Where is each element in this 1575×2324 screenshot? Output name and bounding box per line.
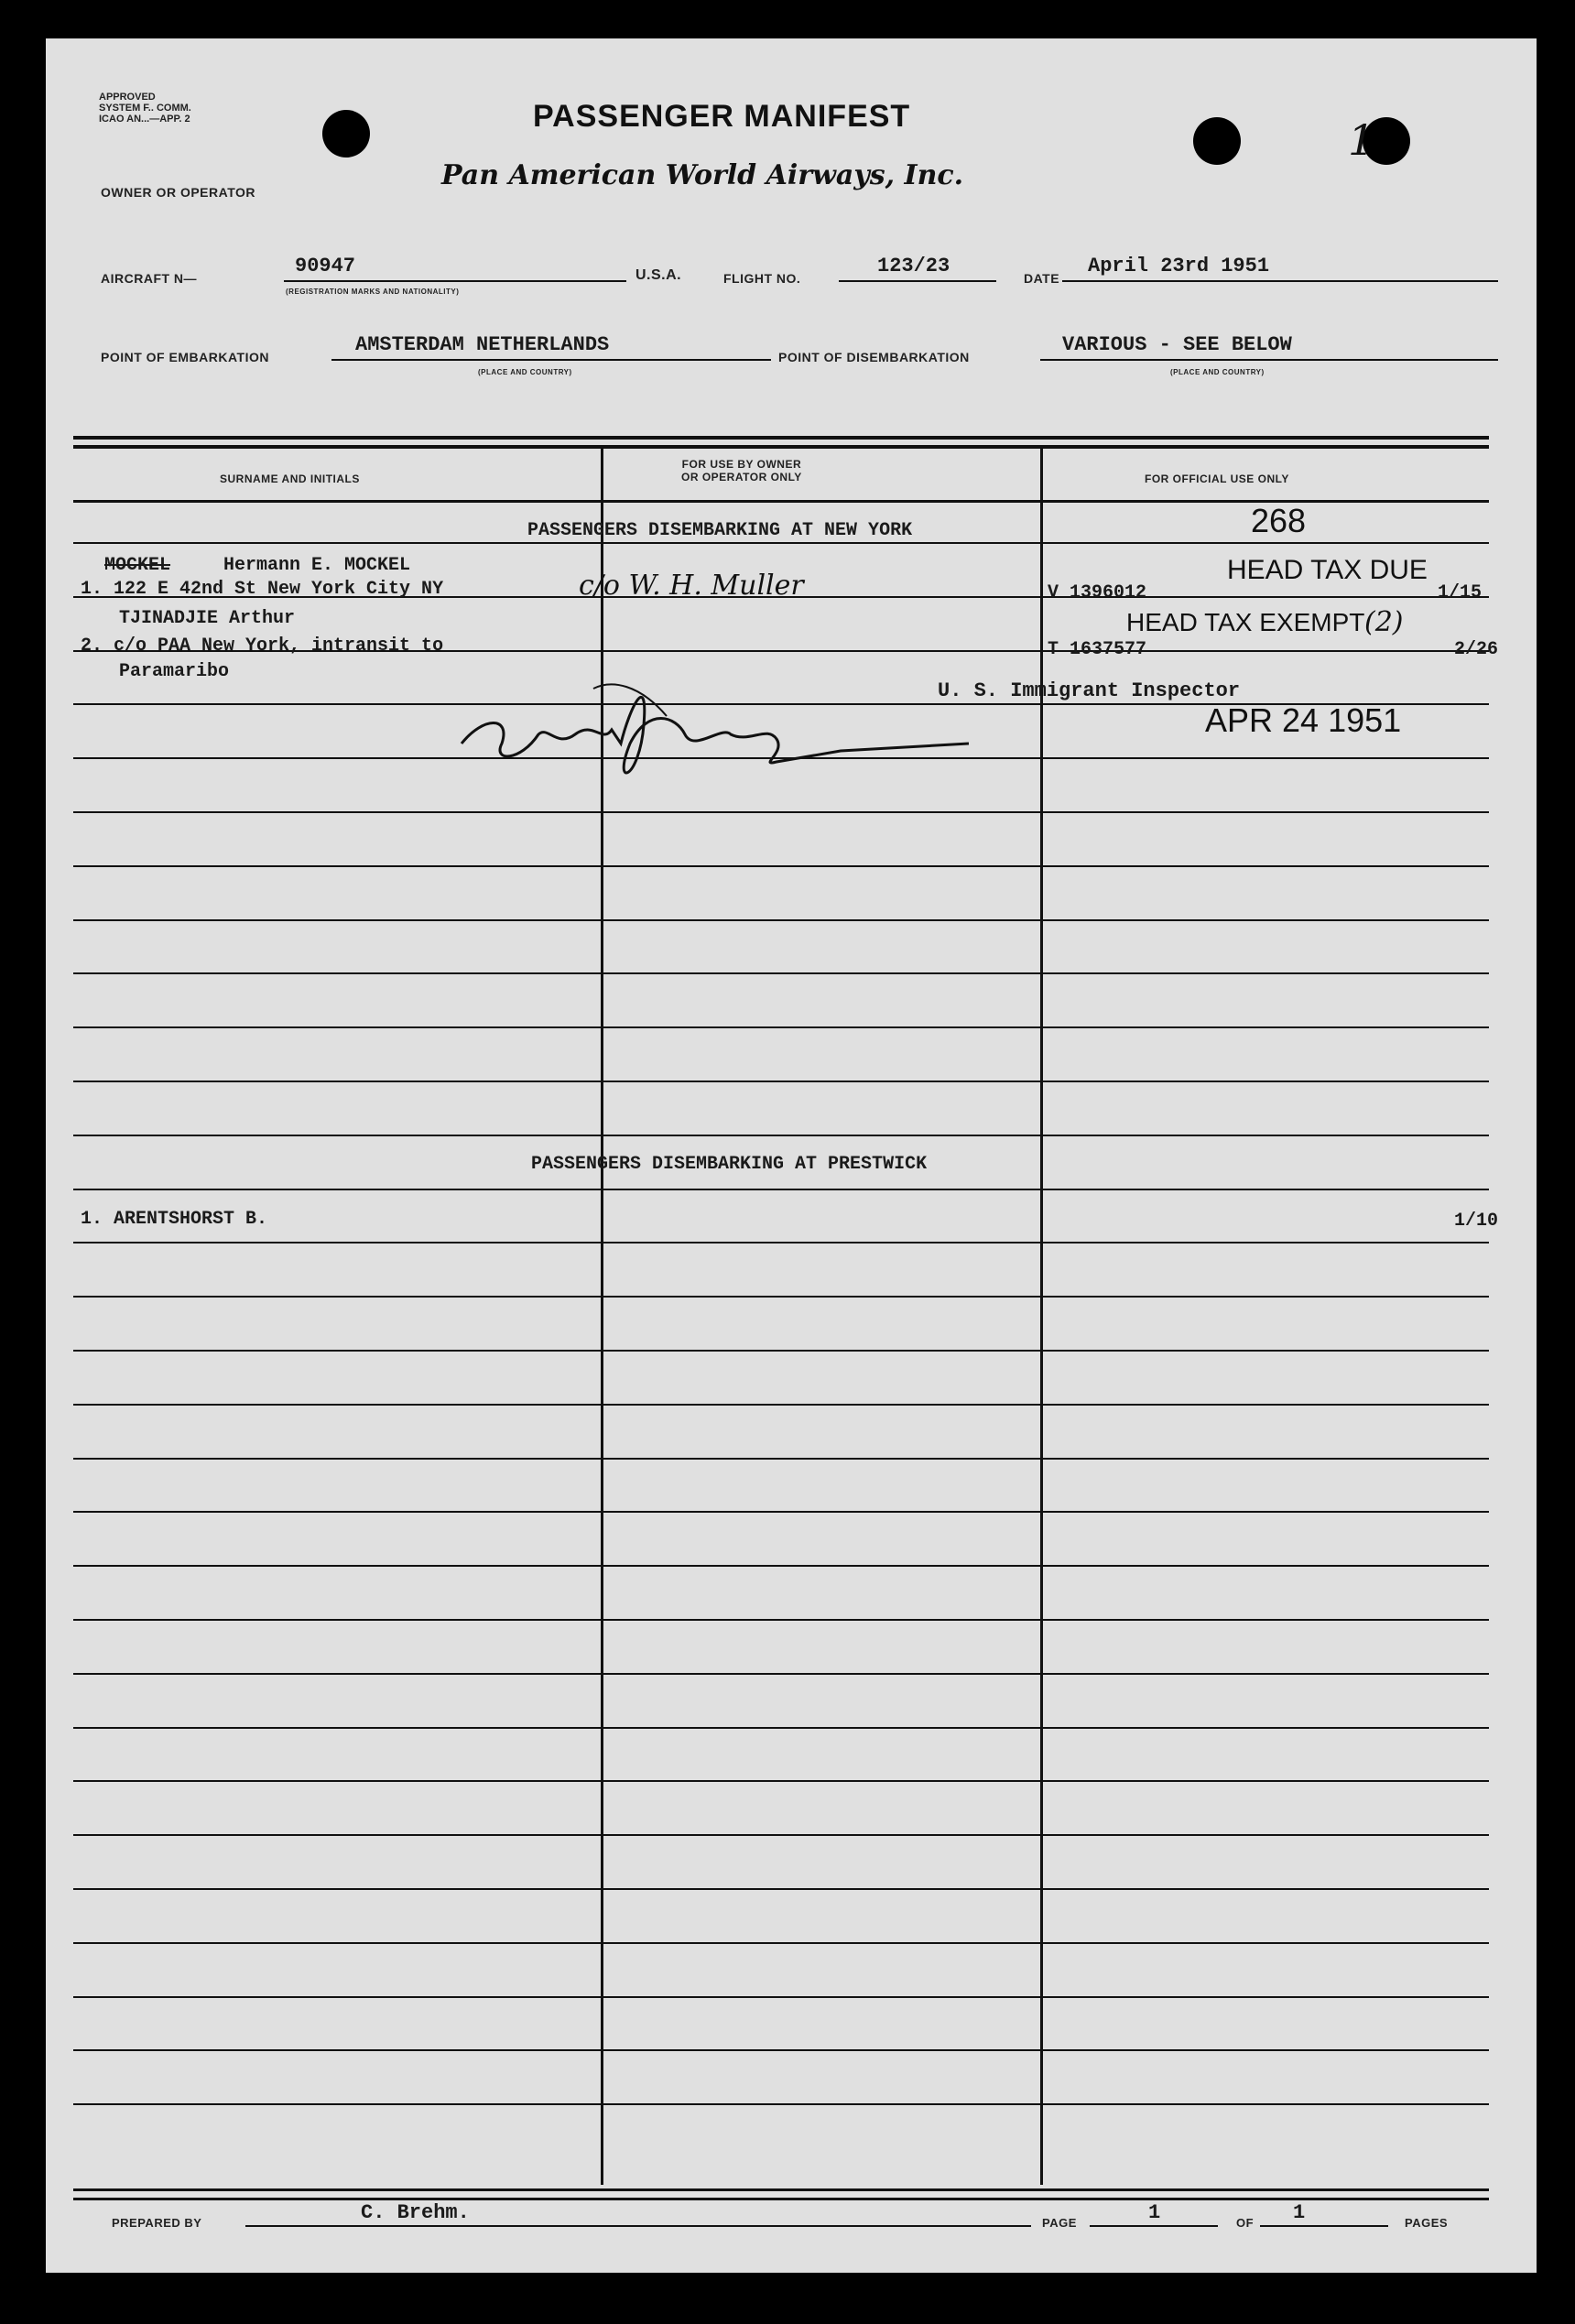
manifest-sheet	[46, 38, 1537, 2273]
p1-head-tax-stamp: HEAD TAX DUE	[1227, 555, 1428, 585]
ruled-line	[73, 1189, 1489, 1190]
ruled-line	[73, 1834, 1489, 1836]
inspector-title: U. S. Immigrant Inspector	[938, 679, 1241, 702]
ruled-line	[73, 1780, 1489, 1782]
p2-address-line2: Paramaribo	[119, 661, 230, 682]
approval-line-1: APPROVED	[99, 92, 156, 103]
owner-label: OWNER OR OPERATOR	[101, 185, 255, 200]
nationality: U.S.A.	[635, 267, 682, 283]
embarkation-value: AMSTERDAM NETHERLANDS	[355, 333, 610, 356]
disembarkation-underline	[1040, 359, 1498, 361]
aircraft-label: AIRCRAFT N—	[101, 271, 198, 286]
col-header-owner	[681, 458, 802, 483]
aircraft-underline	[284, 280, 626, 282]
ruled-line	[73, 1296, 1489, 1298]
page-title: PASSENGER MANIFEST	[533, 99, 911, 134]
ruled-line	[73, 1673, 1489, 1675]
flight-date: April 23rd 1951	[1088, 255, 1270, 277]
prestwick-p1-code: 1/10	[1454, 1211, 1499, 1232]
approval-line-3: ICAO AN...—APP. 2	[99, 114, 190, 125]
col-header-surname: SURNAME AND INITIALS	[220, 472, 360, 485]
page-label: PAGE	[1042, 2216, 1077, 2230]
date-label: DATE	[1024, 271, 1060, 286]
ruled-line	[73, 1350, 1489, 1352]
p1-visa: V 1396012	[1048, 582, 1147, 603]
flight-number: 123/23	[877, 255, 950, 277]
aircraft-number: 90947	[295, 255, 356, 277]
p2-visa: T 1637577	[1048, 639, 1147, 660]
punch-hole-center	[1193, 117, 1241, 165]
disembarkation-label: POINT OF DISEMBARKATION	[778, 350, 970, 364]
inspector-signature	[456, 679, 969, 789]
prestwick-p1: 1. ARENTSHORST B.	[81, 1209, 268, 1230]
footer-rule-2	[73, 2198, 1489, 2200]
ruled-line	[73, 2103, 1489, 2105]
prepared-underline	[245, 2225, 1031, 2227]
of-label: OF	[1236, 2216, 1255, 2230]
col-header-owner-line1: FOR USE BY OWNER	[681, 458, 802, 471]
ruled-line	[73, 1942, 1489, 1944]
disembarkation-value: VARIOUS - SEE BELOW	[1062, 333, 1292, 356]
col-header-official: FOR OFFICIAL USE ONLY	[1145, 472, 1289, 485]
p2-name: TJINADJIE Arthur	[119, 608, 296, 629]
approval-block	[99, 92, 191, 125]
p1-address: 1. 122 E 42nd St New York City NY	[81, 579, 444, 600]
ruled-line	[73, 1458, 1489, 1460]
col-header-owner-line2: OR OPERATOR ONLY	[681, 471, 802, 483]
embarkation-caption: (PLACE AND COUNTRY)	[478, 368, 572, 376]
approval-line-2: SYSTEM F.. COMM.	[99, 103, 191, 114]
p2-address: 2. c/o PAA New York, intransit to	[81, 635, 444, 657]
column-divider-2	[1040, 447, 1043, 2185]
pages-total: 1	[1293, 2201, 1306, 2224]
section-heading-new-york: PASSENGERS DISEMBARKING AT NEW YORK	[527, 520, 913, 541]
footer-rule-1	[73, 2188, 1489, 2191]
p1-care-of: c/o W. H. Muller	[579, 570, 804, 602]
ruled-line	[73, 2049, 1489, 2051]
p2-stamp-note: (2)	[1364, 606, 1404, 638]
ruled-line	[73, 972, 1489, 974]
pages-label: PAGES	[1405, 2216, 1449, 2230]
p2-head-tax-stamp: HEAD TAX EXEMPT	[1126, 608, 1365, 636]
p1-struck-name: MOCKEL	[104, 555, 171, 576]
section-heading-prestwick: PASSENGERS DISEMBARKING AT PRESTWICK	[531, 1154, 928, 1175]
ruled-line	[73, 811, 1489, 813]
inspector-date-stamp: APR 24 1951	[1205, 701, 1402, 739]
flight-underline	[839, 280, 996, 282]
embarkation-label: POINT OF EMBARKATION	[101, 350, 269, 364]
embarkation-underline	[331, 359, 771, 361]
punch-hole-left	[322, 110, 370, 157]
ruled-line	[73, 1888, 1489, 1890]
ruled-line	[73, 865, 1489, 867]
ruled-line	[73, 1135, 1489, 1136]
p1-name: Hermann E. MOCKEL	[223, 555, 411, 576]
date-underline	[1062, 280, 1498, 282]
ruled-line	[73, 1242, 1489, 1243]
registration-caption: (REGISTRATION MARKS AND NATIONALITY)	[286, 288, 460, 296]
ruled-line	[73, 1511, 1489, 1513]
pages-underline	[1260, 2225, 1388, 2227]
p1-code: 1/15	[1438, 582, 1483, 603]
corner-mark: 1	[1348, 115, 1375, 165]
ruled-line	[73, 919, 1489, 921]
ruled-line	[73, 542, 1489, 544]
ruled-line	[73, 1565, 1489, 1567]
disembarkation-caption: (PLACE AND COUNTRY)	[1170, 368, 1265, 376]
ruled-line	[73, 1081, 1489, 1082]
count-stamp: 268	[1251, 502, 1307, 539]
owner-name: Pan American World Airways, Inc.	[441, 159, 964, 191]
page-number: 1	[1148, 2201, 1161, 2224]
ruled-line	[73, 1026, 1489, 1028]
flight-label: FLIGHT NO.	[723, 271, 801, 286]
ruled-line	[73, 1727, 1489, 1729]
prepared-label: PREPARED BY	[112, 2216, 202, 2230]
ruled-line	[73, 1619, 1489, 1621]
ruled-line	[73, 1996, 1489, 1998]
table-top-rule-2	[73, 445, 1489, 449]
p2-code: 2/26	[1454, 639, 1499, 660]
table-top-rule-1	[73, 436, 1489, 440]
page-underline	[1090, 2225, 1218, 2227]
ruled-line	[73, 1404, 1489, 1406]
prepared-by: C. Brehm.	[361, 2201, 470, 2224]
